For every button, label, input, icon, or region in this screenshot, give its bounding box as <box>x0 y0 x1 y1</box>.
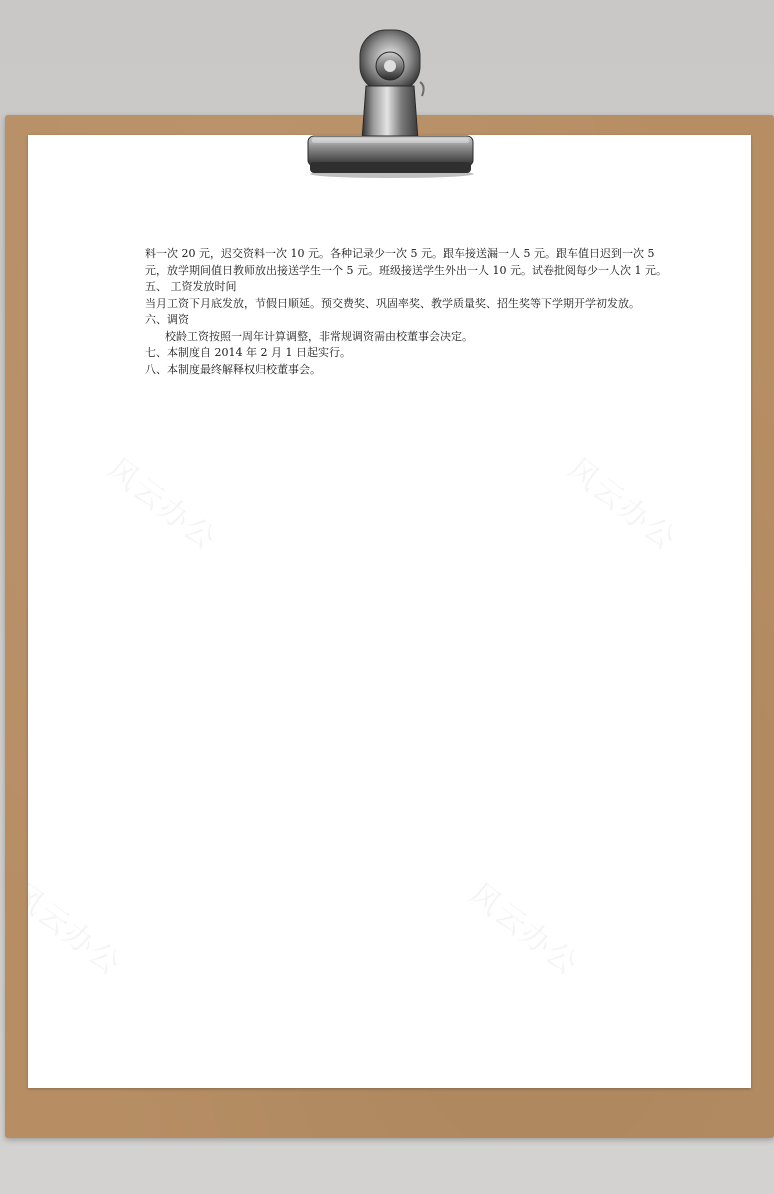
watermark: 风云办公 <box>100 451 224 558</box>
section-heading: 八、本制度最终解释权归校董事会。 <box>145 362 321 376</box>
doc-line: 校龄工资按照一周年计算调整，非常规调资需由校董事会决定。 <box>165 329 473 343</box>
watermark: 风云办公 <box>5 876 129 983</box>
watermark: 风云办公 <box>560 451 684 558</box>
binder-clip-icon <box>300 24 480 179</box>
section-heading: 七、本制度自 2014 年 2 月 1 日起实行。 <box>145 346 351 359</box>
doc-line: 当月工资下月底发放，节假日顺延。预交费奖、巩固率奖、教学质量奖、招生奖等下学期开学初发放。 <box>145 296 640 310</box>
document-body <box>145 246 667 378</box>
doc-line: 元，放学期间值日教师放出接送学生一个 5 元。班级接送学生外出一人 10 元。试卷批阅每少一人次 1 元。 <box>145 263 667 277</box>
doc-line: 料一次 20 元，迟交资料一次 10 元。各种记录少一次 5 元。跟车接送漏一人 5 元。跟车值日迟到一次 5 <box>145 247 655 260</box>
section-heading: 六、调资 <box>145 313 189 326</box>
watermark: 风云办公 <box>462 876 586 983</box>
section-heading: 五、 工资发放时间 <box>145 280 237 293</box>
